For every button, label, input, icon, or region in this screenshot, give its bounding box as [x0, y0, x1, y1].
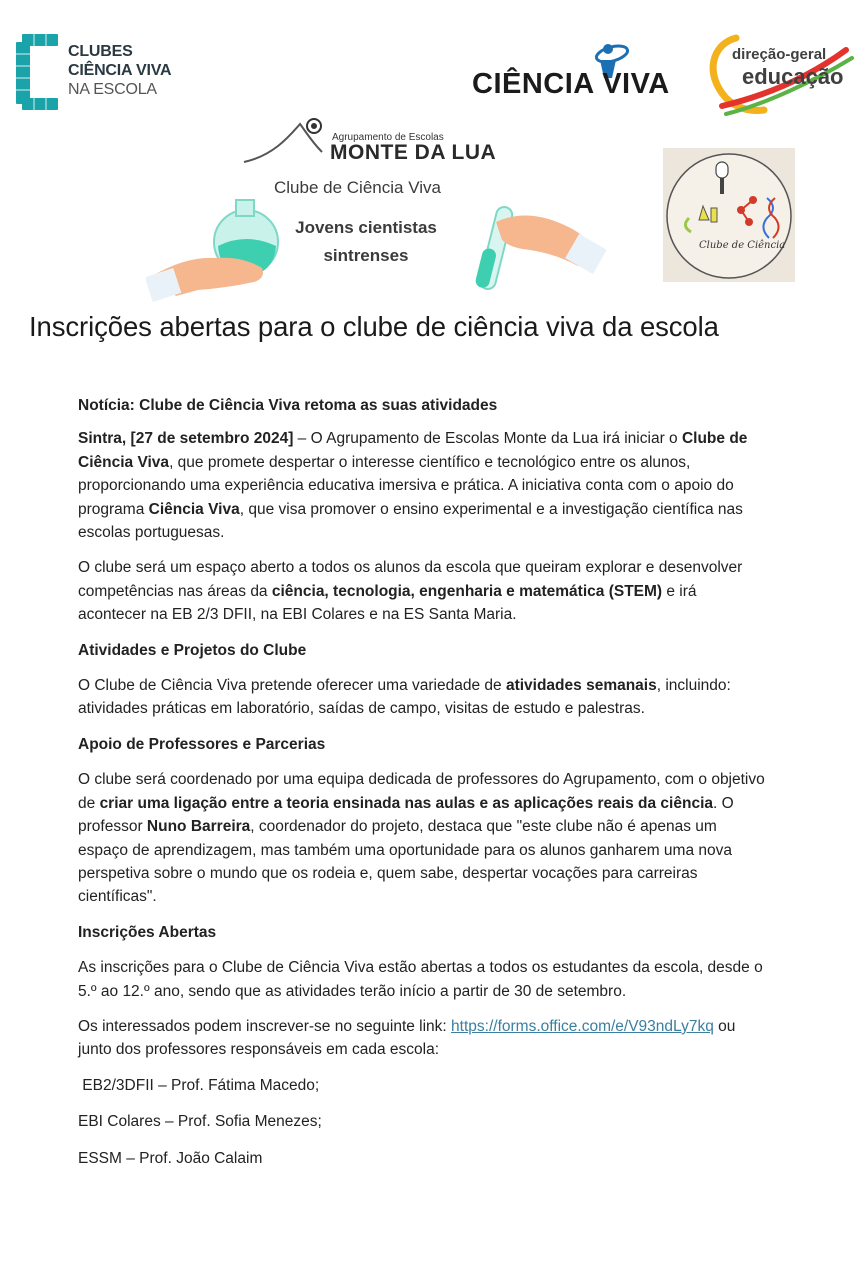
support-bold-goal: criar uma ligação entre a teoria ensinada nas aulas e as aplicações reais da ciência [99, 794, 713, 812]
intro-text-1: – O Agrupamento de Escolas Monte da Lua irá iniciar o [293, 430, 682, 448]
dge-logo-line1: direção-geral [732, 46, 827, 63]
drawing-caption: Clube de Ciência [699, 240, 786, 251]
school-name: MONTE DA LUA [330, 141, 497, 164]
school-group-label: Agrupamento de Escolas [332, 132, 444, 143]
stem-text-2: e irá acontecer na EB 2/3 DFII, na EBI Colares e na ES Santa Maria. [78, 582, 697, 624]
support-text-2: . O professor [78, 794, 734, 836]
section-heading-activities: Atividades e Projetos do Clube [78, 641, 307, 659]
section-heading-enroll: Inscrições Abertas [78, 923, 217, 941]
clubes-c-mark-icon [14, 32, 66, 114]
club-slogan [266, 214, 466, 270]
stem-bold: ciência, tecnologia, engenharia e matemática (STEM) [271, 582, 663, 600]
dge-logo [706, 34, 856, 118]
club-drawing-image [663, 148, 795, 282]
hand-with-flask-icon [146, 196, 286, 304]
intro-text-3: , que visa promover o ensino experimental e a investigação científica nas escolas portuguesas. [78, 500, 743, 542]
article-paragraph-stem [78, 556, 768, 626]
clubes-logo-line3: NA ESCOLA [68, 81, 157, 98]
article-paragraph-enroll: As inscrições para o Clube de Ciência Viva estão abertas a todos os estudantes da escola, desde o 5.º ao 12.º ano, sendo que as atividades terão início a partir de 30 de setembro. [78, 959, 763, 1000]
page-title: Inscrições abertas para o clube de ciência viva da escola [29, 311, 719, 342]
slogan-line1: Jovens cientistas [295, 218, 437, 237]
link-intro-text: Os interessados podem inscrever-se no seguinte link: [78, 1017, 452, 1035]
intro-text-2: , que promete despertar o interesse científico e tecnológico entre os alunos, proporcionando uma experiência educativa imersiva e prática. A iniciativa conta com o apoio do programa [78, 453, 734, 518]
contact-item: EB2/3DFII – Prof. Fátima Macedo; [78, 1076, 320, 1094]
club-banner [146, 112, 606, 304]
dateline: Sintra, [27 de setembro 2024] [78, 430, 294, 448]
club-name-bold: Clube de Ciência Viva [78, 430, 748, 471]
activities-text-1: O Clube de Ciência Viva pretende oferecer uma variedade de [78, 677, 506, 695]
link-outro-text: ou junto dos professores responsáveis em cada escola: [78, 1017, 736, 1059]
support-text-3: , coordenador do projeto, destaca que "este clube não é apenas um espaço de aprendizagem, mas também uma oportunidade para os alunos ganharem uma nova perspetiva sobre o mundo que os rodeia e, quem sabe, despertar vocações para carreiras científicas". [78, 818, 732, 906]
activities-bold: atividades semanais [505, 677, 657, 695]
article-headline: Notícia: Clube de Ciência Viva retoma as suas atividades [78, 397, 498, 414]
coordinator-name: Nuno Barreira [146, 818, 251, 836]
registration-form-link[interactable]: https://forms.office.com/e/V93ndLy7kq [451, 1017, 714, 1035]
science-drawing-icon [663, 148, 795, 282]
article-paragraph-intro [78, 427, 768, 544]
support-text-1: O clube será coordenado por uma equipa dedicada de professores do Agrupamento, com o objetivo de [78, 771, 765, 812]
ciencia-viva-logo-text: CIÊNCIA VIVA [472, 68, 670, 100]
article-paragraph-link [78, 1015, 768, 1062]
ciencia-viva-logo [468, 40, 688, 106]
clubes-ciencia-viva-logo [14, 32, 194, 114]
dge-logo-line2: educação [742, 64, 844, 89]
article-paragraph-activities [78, 674, 768, 721]
club-name: Clube de Ciência Viva [274, 178, 441, 197]
slogan-line2: sintrenses [323, 246, 409, 265]
program-name-bold: Ciência Viva [148, 500, 240, 518]
stem-text-1: O clube será um espaço aberto a todos os alunos da escola que queiram explorar e desenvolver competências nas áreas da [78, 559, 743, 600]
contact-item: ESSM – Prof. João Calaim [78, 1149, 263, 1167]
news-article [78, 394, 768, 1183]
clubes-logo-line1: CLUBES [68, 43, 133, 60]
contact-item: EBI Colares – Prof. Sofia Menezes; [78, 1113, 322, 1131]
activities-text-2: , incluindo: atividades práticas em laboratório, saídas de campo, visitas de estudo e palestras. [78, 677, 731, 718]
hand-with-test-tube-icon [466, 200, 606, 304]
section-heading-support: Apoio de Professores e Parcerias [78, 735, 326, 753]
article-paragraph-support [78, 768, 768, 908]
clubes-logo-line2: CIÊNCIA VIVA [68, 62, 172, 79]
